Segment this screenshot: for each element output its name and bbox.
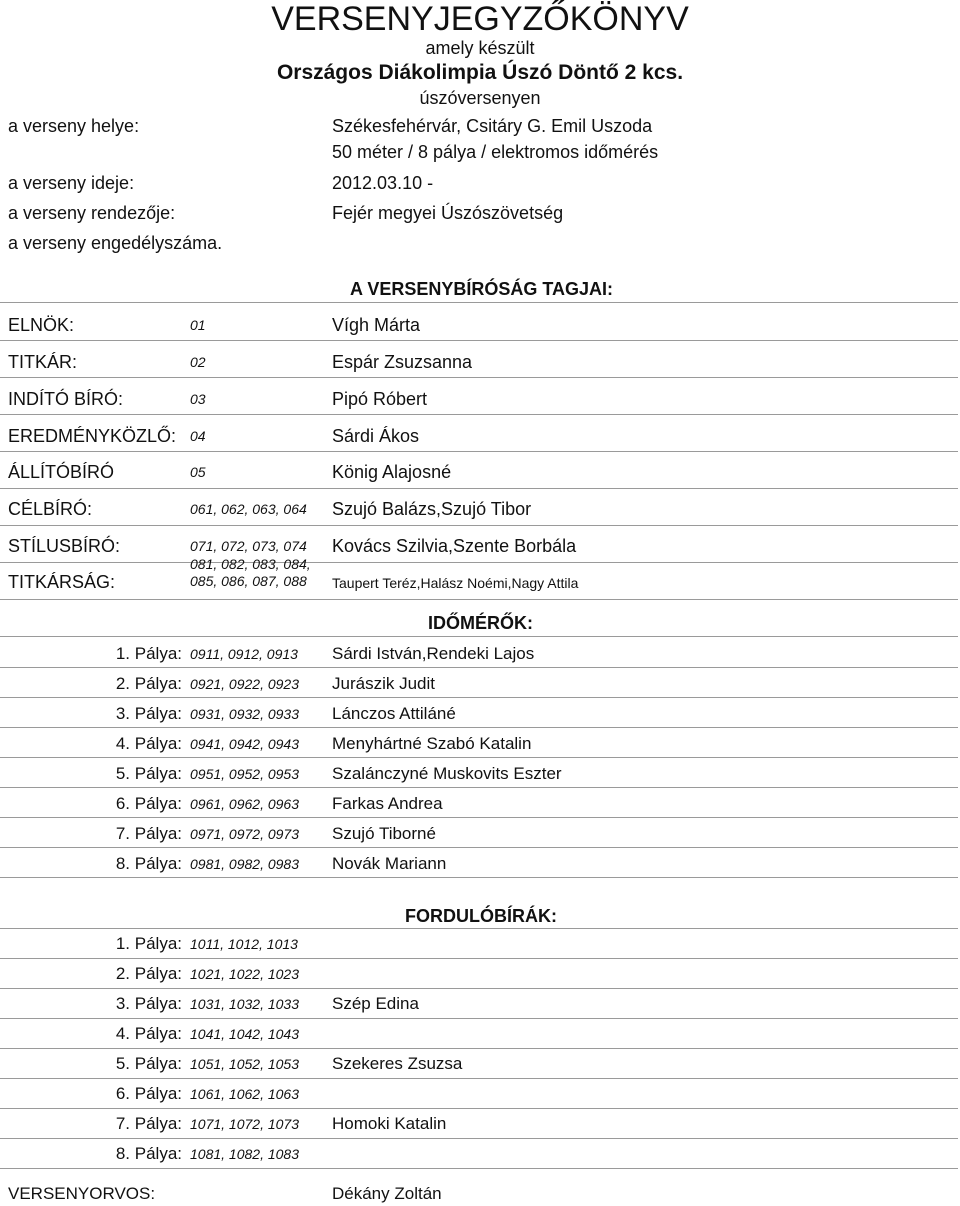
lane-codes: 1061, 1062, 1063 — [190, 1086, 299, 1102]
lane-names: Menyhártné Szabó Katalin — [332, 734, 532, 753]
lane-label: 1. Pálya: — [115, 934, 182, 953]
jury-name: Kovács Szilvia,Szente Borbála — [332, 536, 577, 556]
lane-names: Farkas Andrea — [332, 794, 443, 813]
jury-code: 01 — [190, 317, 206, 333]
timekeeper-row — [0, 638, 960, 668]
date-value: 2012.03.10 - — [332, 173, 434, 193]
place-label: a verseny helye: — [8, 116, 140, 136]
timekeeper-row — [0, 818, 960, 848]
jury-role: STÍLUSBÍRÓ: — [8, 536, 121, 556]
turn-judges-heading: FORDULÓBÍRÁK: — [405, 906, 557, 926]
lane-codes: 1011, 1012, 1013 — [190, 936, 298, 952]
lane-codes: 1021, 1022, 1023 — [190, 966, 299, 982]
jury-row — [0, 381, 960, 418]
lane-label: 6. Pálya: — [115, 1084, 182, 1103]
jury-role: TITKÁR: — [8, 352, 78, 372]
doctor-name: Dékány Zoltán — [332, 1184, 442, 1203]
secretariat-codes-line: 085, 086, 087, 088 — [190, 573, 307, 589]
jury-row — [0, 344, 960, 381]
timekeeper-row — [0, 758, 960, 788]
divider — [0, 488, 958, 489]
jury-code: 02 — [190, 354, 206, 370]
lane-label: 1. Pálya: — [115, 644, 182, 663]
lane-codes: 0931, 0932, 0933 — [190, 706, 299, 722]
jury-row — [0, 528, 960, 565]
turn-judge-row — [0, 1018, 960, 1048]
subtitle-line: úszóversenyen — [419, 88, 541, 108]
lane-label: 6. Pálya: — [115, 794, 182, 813]
jury-name: Sárdi Ákos — [332, 426, 420, 446]
lane-codes: 1041, 1042, 1043 — [190, 1026, 299, 1042]
lane-label: 4. Pálya: — [115, 1024, 182, 1043]
jury-role: CÉLBÍRÓ: — [8, 499, 93, 519]
divider — [0, 562, 958, 563]
secretariat-codes — [190, 556, 311, 590]
jury-name: König Alajosné — [332, 462, 452, 482]
lane-names: Lánczos Attiláné — [332, 704, 456, 723]
jury-code: 05 — [190, 464, 206, 480]
divider — [0, 636, 958, 637]
turn-judge-row — [0, 1078, 960, 1108]
date-label: a verseny ideje: — [8, 173, 135, 193]
lane-label: 7. Pálya: — [115, 824, 182, 843]
lane-label: 2. Pálya: — [115, 674, 182, 693]
jury-name: Espár Zsuzsanna — [332, 352, 473, 372]
lane-label: 4. Pálya: — [115, 734, 182, 753]
timekeeper-row — [0, 698, 960, 728]
secretariat-codes-line: 081, 082, 083, 084, — [190, 556, 311, 572]
lane-codes: 0921, 0922, 0923 — [190, 676, 299, 692]
lane-label: 2. Pálya: — [115, 964, 182, 983]
turn-judge-row — [0, 1108, 960, 1138]
timekeepers-heading: IDŐMÉRŐK: — [428, 613, 533, 633]
lane-names: Jurászik Judit — [332, 674, 435, 693]
lane-names: Homoki Katalin — [332, 1114, 447, 1133]
divider — [0, 340, 958, 341]
lane-names: Sárdi István,Rendeki Lajos — [332, 644, 535, 663]
lane-names: Szép Edina — [332, 994, 419, 1013]
divider — [0, 877, 958, 878]
jury-role: INDÍTÓ BÍRÓ: — [8, 389, 124, 409]
jury-role: EREDMÉNYKÖZLŐ: — [8, 426, 177, 446]
jury-row — [0, 491, 960, 528]
jury-code: 071, 072, 073, 074 — [190, 538, 307, 554]
divider — [0, 599, 958, 600]
event-name: Országos Diákolimpia Úszó Döntő 2 kcs. — [276, 61, 684, 84]
lane-label: 5. Pálya: — [115, 764, 182, 783]
turn-judge-row — [0, 988, 960, 1018]
doctor-label: VERSENYORVOS: — [8, 1184, 156, 1203]
divider — [0, 525, 958, 526]
jury-role: ELNÖK: — [8, 315, 75, 335]
lane-codes: 0981, 0982, 0983 — [190, 856, 299, 872]
organizer-label: a verseny rendezője: — [8, 203, 176, 223]
license-label: a verseny engedélyszáma. — [8, 233, 223, 253]
jury-name: Szujó Balázs,Szujó Tibor — [332, 499, 532, 519]
divider — [0, 451, 958, 452]
lane-label: 8. Pálya: — [115, 854, 182, 873]
jury-code: 061, 062, 063, 064 — [190, 501, 307, 517]
turn-judge-row — [0, 1048, 960, 1078]
timekeeper-row — [0, 788, 960, 818]
lane-names: Novák Mariann — [332, 854, 447, 873]
lane-label: 3. Pálya: — [115, 994, 182, 1013]
jury-row — [0, 307, 960, 344]
timekeeper-row — [0, 728, 960, 758]
turn-judge-row — [0, 928, 960, 958]
divider — [0, 414, 958, 415]
lane-label: 3. Pálya: — [115, 704, 182, 723]
place-detail: 50 méter / 8 pálya / elektromos időmérés — [332, 142, 659, 162]
lane-label: 7. Pálya: — [115, 1114, 182, 1133]
jury-name: Vígh Márta — [332, 315, 421, 335]
lane-codes: 1031, 1032, 1033 — [190, 996, 299, 1012]
document-title: VERSENYJEGYZŐKÖNYV — [271, 0, 689, 38]
jury-code: 04 — [190, 428, 206, 444]
lane-codes: 0961, 0962, 0963 — [190, 796, 299, 812]
jury-row — [0, 418, 960, 455]
turn-judge-row — [0, 958, 960, 988]
jury-code: 03 — [190, 391, 206, 407]
jury-role: ÁLLÍTÓBÍRÓ — [8, 462, 115, 482]
lane-names: Szalánczyné Muskovits Eszter — [332, 764, 562, 783]
lane-label: 5. Pálya: — [115, 1054, 182, 1073]
timekeeper-row — [0, 668, 960, 698]
subtitle-line: amely készült — [425, 38, 535, 58]
jury-row — [0, 454, 960, 491]
divider — [0, 1168, 958, 1169]
lane-names: Szujó Tiborné — [332, 824, 436, 843]
divider — [0, 302, 958, 303]
secretariat-names: Taupert Teréz,Halász Noémi,Nagy Attila — [332, 575, 579, 591]
timekeeper-row — [0, 848, 960, 878]
divider — [0, 377, 958, 378]
organizer-value: Fejér megyei Úszószövetség — [332, 203, 564, 223]
jury-name: Pipó Róbert — [332, 389, 428, 409]
lane-names: Szekeres Zsuzsa — [332, 1054, 463, 1073]
lane-codes: 0971, 0972, 0973 — [190, 826, 299, 842]
place-value: Székesfehérvár, Csitáry G. Emil Uszoda — [332, 116, 653, 136]
jury-heading: A VERSENYBÍRÓSÁG TAGJAI: — [350, 279, 614, 299]
lane-codes: 0911, 0912, 0913 — [190, 646, 298, 662]
lane-codes: 1071, 1072, 1073 — [190, 1116, 299, 1132]
lane-codes: 1051, 1052, 1053 — [190, 1056, 299, 1072]
lane-codes: 1081, 1082, 1083 — [190, 1146, 299, 1162]
secretariat-role: TITKÁRSÁG: — [8, 572, 116, 592]
lane-label: 8. Pálya: — [115, 1144, 182, 1163]
lane-codes: 0951, 0952, 0953 — [190, 766, 299, 782]
lane-codes: 0941, 0942, 0943 — [190, 736, 299, 752]
turn-judge-row — [0, 1138, 960, 1168]
